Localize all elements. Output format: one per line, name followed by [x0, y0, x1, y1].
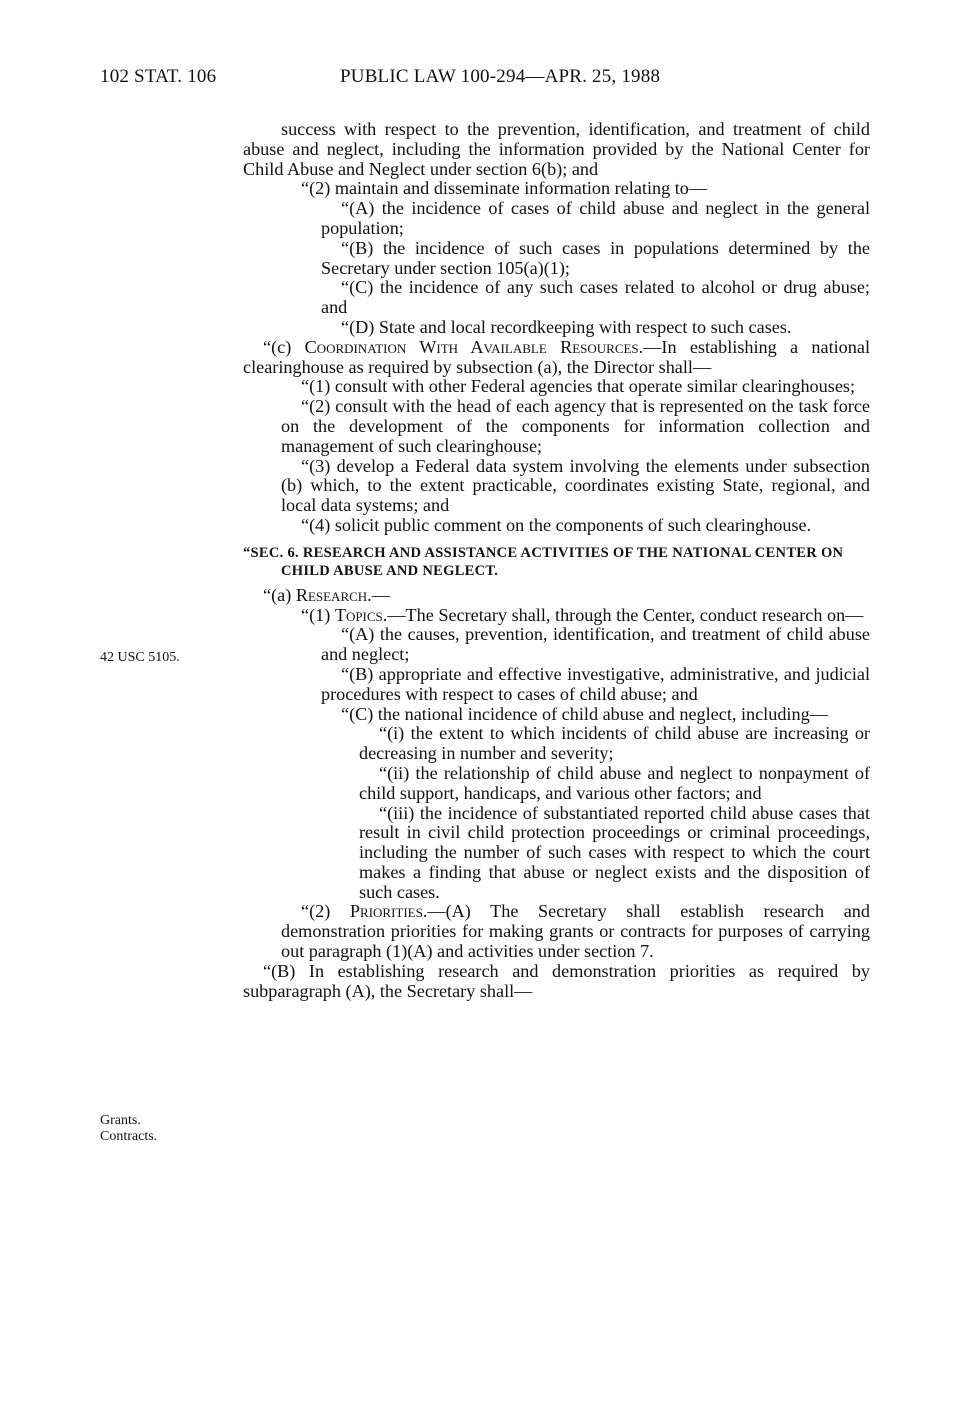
paragraph: “(1) consult with other Federal agencies that operate similar clearinghouses;	[301, 376, 856, 397]
document-body	[243, 120, 870, 1001]
paragraph	[243, 606, 870, 626]
subsection-heading: Coordination With Available Resources.	[304, 336, 644, 357]
paragraph: “(ii) the relationship of child abuse and neglect to nonpayment of child support, handicaps, and various other factors; and	[359, 762, 870, 803]
page-number: 102 STAT. 106	[100, 66, 217, 87]
margin-note-usc: 42 USC 5105.	[100, 650, 180, 665]
paragraph: “(3) develop a Federal data system involving the elements under subsection (b) which, to the extent practicable, coordinates existing State, regional, and local data systems; and	[281, 455, 870, 516]
subsection-heading: Research.	[295, 584, 372, 605]
paragraph	[243, 902, 870, 961]
paragraph: “(C) the national incidence of child abuse and neglect, including—	[341, 703, 828, 724]
running-title: PUBLIC LAW 100-294—APR. 25, 1988	[340, 66, 661, 87]
paragraph: “(4) solicit public comment on the components of such clearinghouse.	[301, 514, 812, 535]
paragraph	[243, 586, 870, 606]
subsection-heading: Priorities.	[349, 901, 428, 922]
paragraph: “(B) the incidence of such cases in populations determined by the Secretary under section 105(a)(1);	[321, 237, 870, 278]
paragraph-prefix: “(c)	[263, 336, 305, 357]
paragraph-prefix: “(1)	[301, 604, 335, 625]
paragraph: success with respect to the prevention, identification, and treatment of child abuse and neglect, including the information provided by the National Center for Child Abuse and Neglect under section 6(b); and	[243, 119, 870, 179]
paragraph: “(A) the incidence of cases of child abuse and neglect in the general population;	[321, 198, 870, 238]
paragraph: “(B) appropriate and effective investigative, administrative, and judicial procedures with respect to cases of child abuse; and	[321, 663, 870, 704]
paragraph-text: —(A) The Secretary shall establish research and demonstration priorities for making grants or contracts for purposes of carrying out paragraph (1)(A) and activities under section 7.	[281, 901, 870, 962]
paragraph-text: —	[371, 584, 390, 605]
paragraph: “(B) In establishing research and demonstration priorities as required by subparagraph (A), the Secretary shall—	[243, 960, 870, 1001]
paragraph: “(D) State and local recordkeeping with respect to such cases.	[341, 316, 792, 337]
paragraph: “(i) the extent to which incidents of child abuse are increasing or decreasing in number and severity;	[359, 723, 870, 764]
margin-note-contracts: Contracts.	[100, 1129, 158, 1144]
paragraph-prefix: “(2)	[301, 901, 350, 922]
paragraph: “(A) the causes, prevention, identification, and treatment of child abuse and neglect;	[321, 624, 870, 665]
paragraph	[243, 338, 870, 378]
paragraph: “(2) consult with the head of each agency that is represented on the task force on the development of the components for information collection and management of such clearinghouse;	[281, 396, 870, 456]
paragraph-prefix: “(a)	[263, 584, 296, 605]
subsection-heading: Topics.	[334, 604, 388, 625]
paragraph-text: —The Secretary shall, through the Center, conduct research on—	[387, 604, 864, 625]
paragraph: “(2) maintain and disseminate information relating to—	[301, 178, 708, 199]
paragraph: “(C) the incidence of any such cases related to alcohol or drug abuse; and	[321, 277, 870, 318]
margin-note-grants: Grants.	[100, 1113, 141, 1128]
paragraph-text: —In establishing a national clearinghouse as required by subsection (a), the Director shall—	[243, 336, 870, 377]
section-heading: “SEC. 6. RESEARCH AND ASSISTANCE ACTIVITIES OF THE NATIONAL CENTER ON CHILD ABUSE AND NEGLECT.	[243, 544, 844, 579]
paragraph: “(iii) the incidence of substantiated reported child abuse cases that result in civil child protection proceedings or criminal proceedings, including the number of such cases with respect to which the court makes a finding that abuse or neglect exists and the disposition of such cases.	[359, 802, 870, 902]
